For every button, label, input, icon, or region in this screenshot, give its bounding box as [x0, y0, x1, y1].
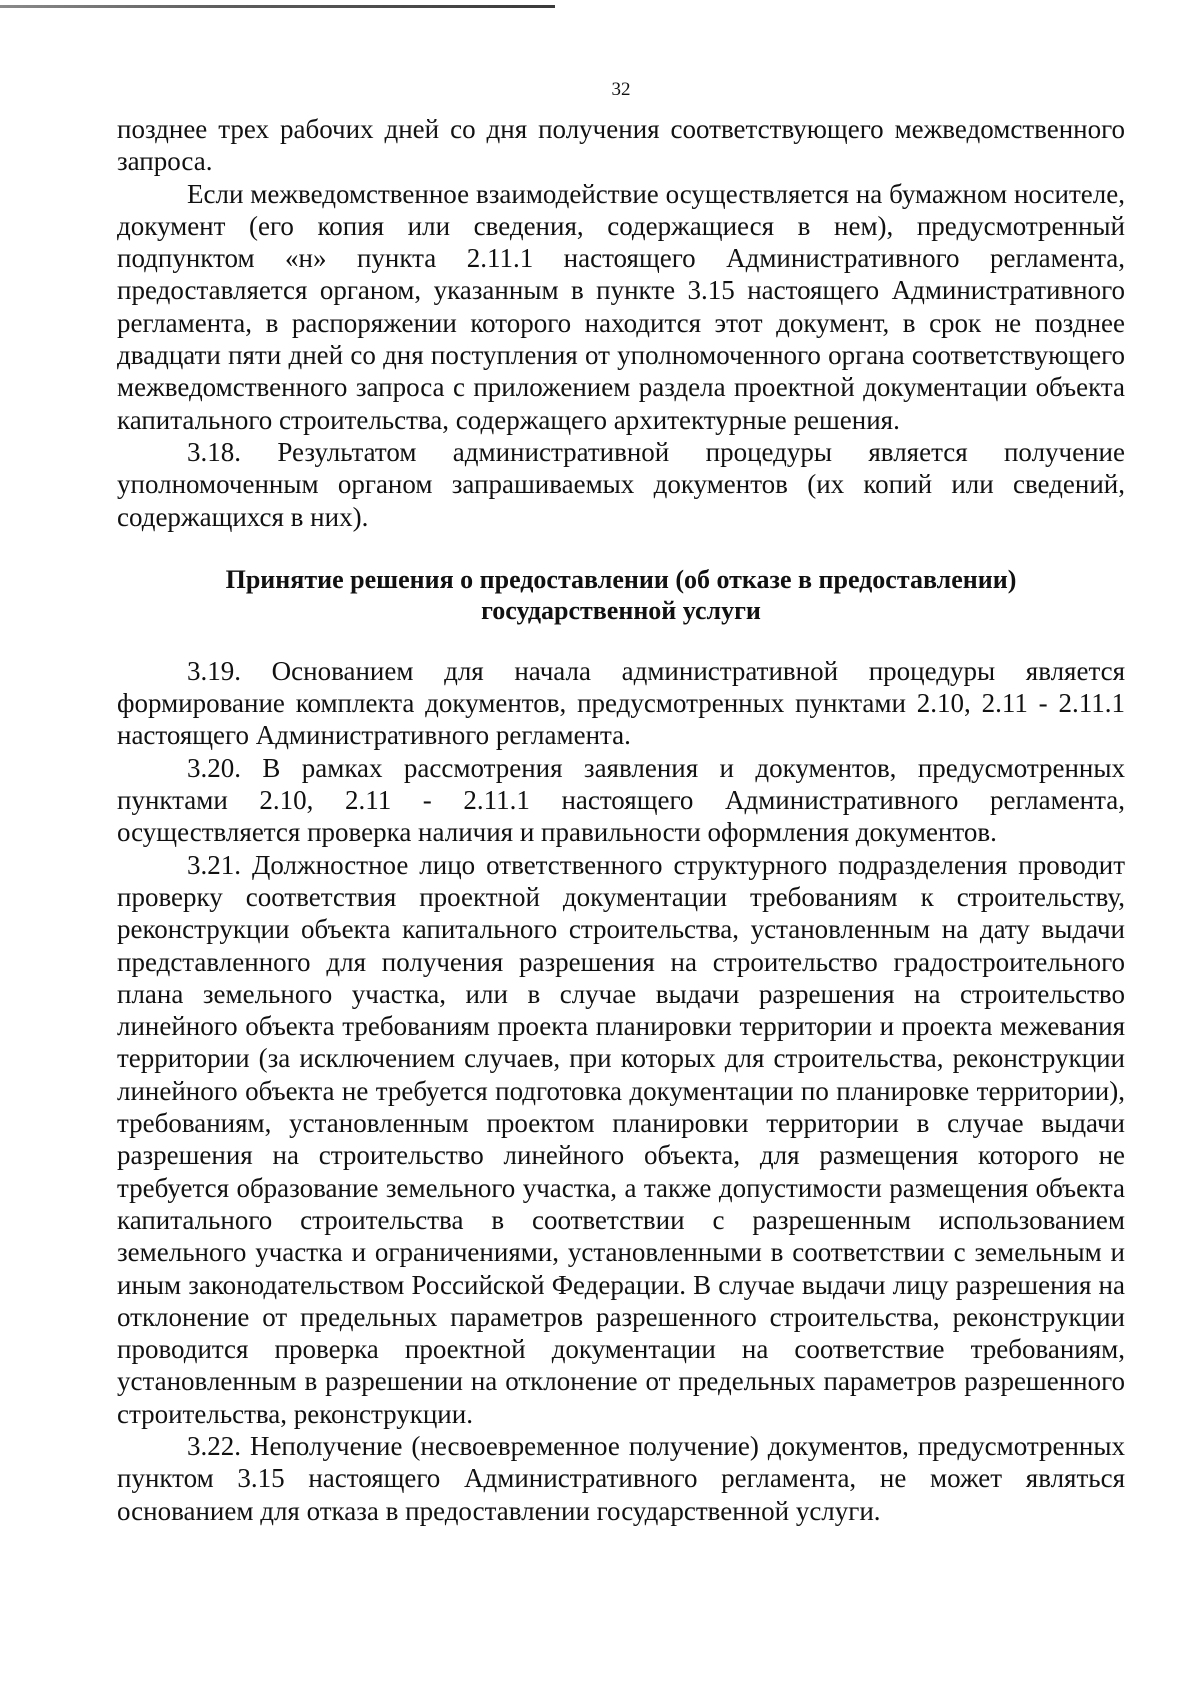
paragraph-3-20: 3.20. В рамках рассмотрения заявления и документов, предусмотренных пунктами 2.10, 2.11 - 2.11.1 настоящего Административного регламента, осуществляется проверка наличия и правильности оформления документов.: [117, 752, 1125, 848]
section-heading: [117, 564, 1125, 626]
scan-edge-line: [0, 5, 555, 8]
paragraph-3-19: 3.19. Основанием для начала административной процедуры является формирование комплекта документов, предусмотренных пунктами 2.10, 2.11 - 2.11.1 настоящего Административного регламента.: [117, 655, 1125, 751]
section-heading-line-1: Принятие решения о предоставлении (об отказе в предоставлении): [225, 564, 1017, 594]
section-heading-line-2: государственной услуги: [481, 595, 761, 625]
document-page: [117, 78, 1125, 1527]
paragraph-paper-interaction: Если межведомственное взаимодействие осуществляется на бумажном носителе, документ (его копия или сведения, содержащиеся в нем), предусмотренный подпунктом «н» пункта 2.11.1 настоящего Административного регламента, предоставляется органом, указанным в пункте 3.15 настоящего Административного регламента, в распоряжении которого находится этот документ, в срок не позднее двадцати пяти дней со дня поступления от уполномоченного органа соответствующего межведомственного запроса с приложением раздела проектной документации объекта капитального строительства, содержащего архитектурные решения.: [117, 178, 1125, 435]
paragraph-3-22: 3.22. Неполучение (несвоевременное получение) документов, предусмотренных пунктом 3.15 настоящего Административного регламента, не может являться основанием для отказа в предоставлении государственной услуги.: [117, 1430, 1125, 1526]
paragraph-continuation: позднее трех рабочих дней со дня получения соответствующего межведомственного запроса.: [117, 114, 1125, 177]
page-number: 32: [611, 79, 631, 100]
paragraph-3-21: 3.21. Должностное лицо ответственного структурного подразделения проводит проверку соответствия проектной документации требованиям к строительству, реконструкции объекта капитального строительства, установленным на дату выдачи представленного для получения разрешения на строительство градостроительного плана земельного участка, или в случае выдачи разрешения на строительство линейного объекта требованиям проекта планировки территории и проекта межевания территории (за исключением случаев, при которых для строительства, реконструкции линейного объекта не требуется подготовка документации по планировке территории), требованиям, установленным проектом планировки территории в случае выдачи разрешения на строительство линейного объекта, для размещения которого не требуется образование земельного участка, а также допустимости размещения объекта капитального строительства в соответствии с разрешенным использованием земельного участка и ограничениями, установленными в соответствии с земельным и иным законодательством Российской Федерации. В случае выдачи лицу разрешения на отклонение от предельных параметров разрешенного строительства, реконструкции проводится проверка проектной документации на соответствие требованиям, установленным в разрешении на отклонение от предельных параметров разрешенного строительства, реконструкции.: [117, 849, 1125, 1429]
paragraph-3-18: 3.18. Результатом административной процедуры является получение уполномоченным органом запрашиваемых документов (их копий или сведений, содержащихся в них).: [117, 436, 1125, 532]
